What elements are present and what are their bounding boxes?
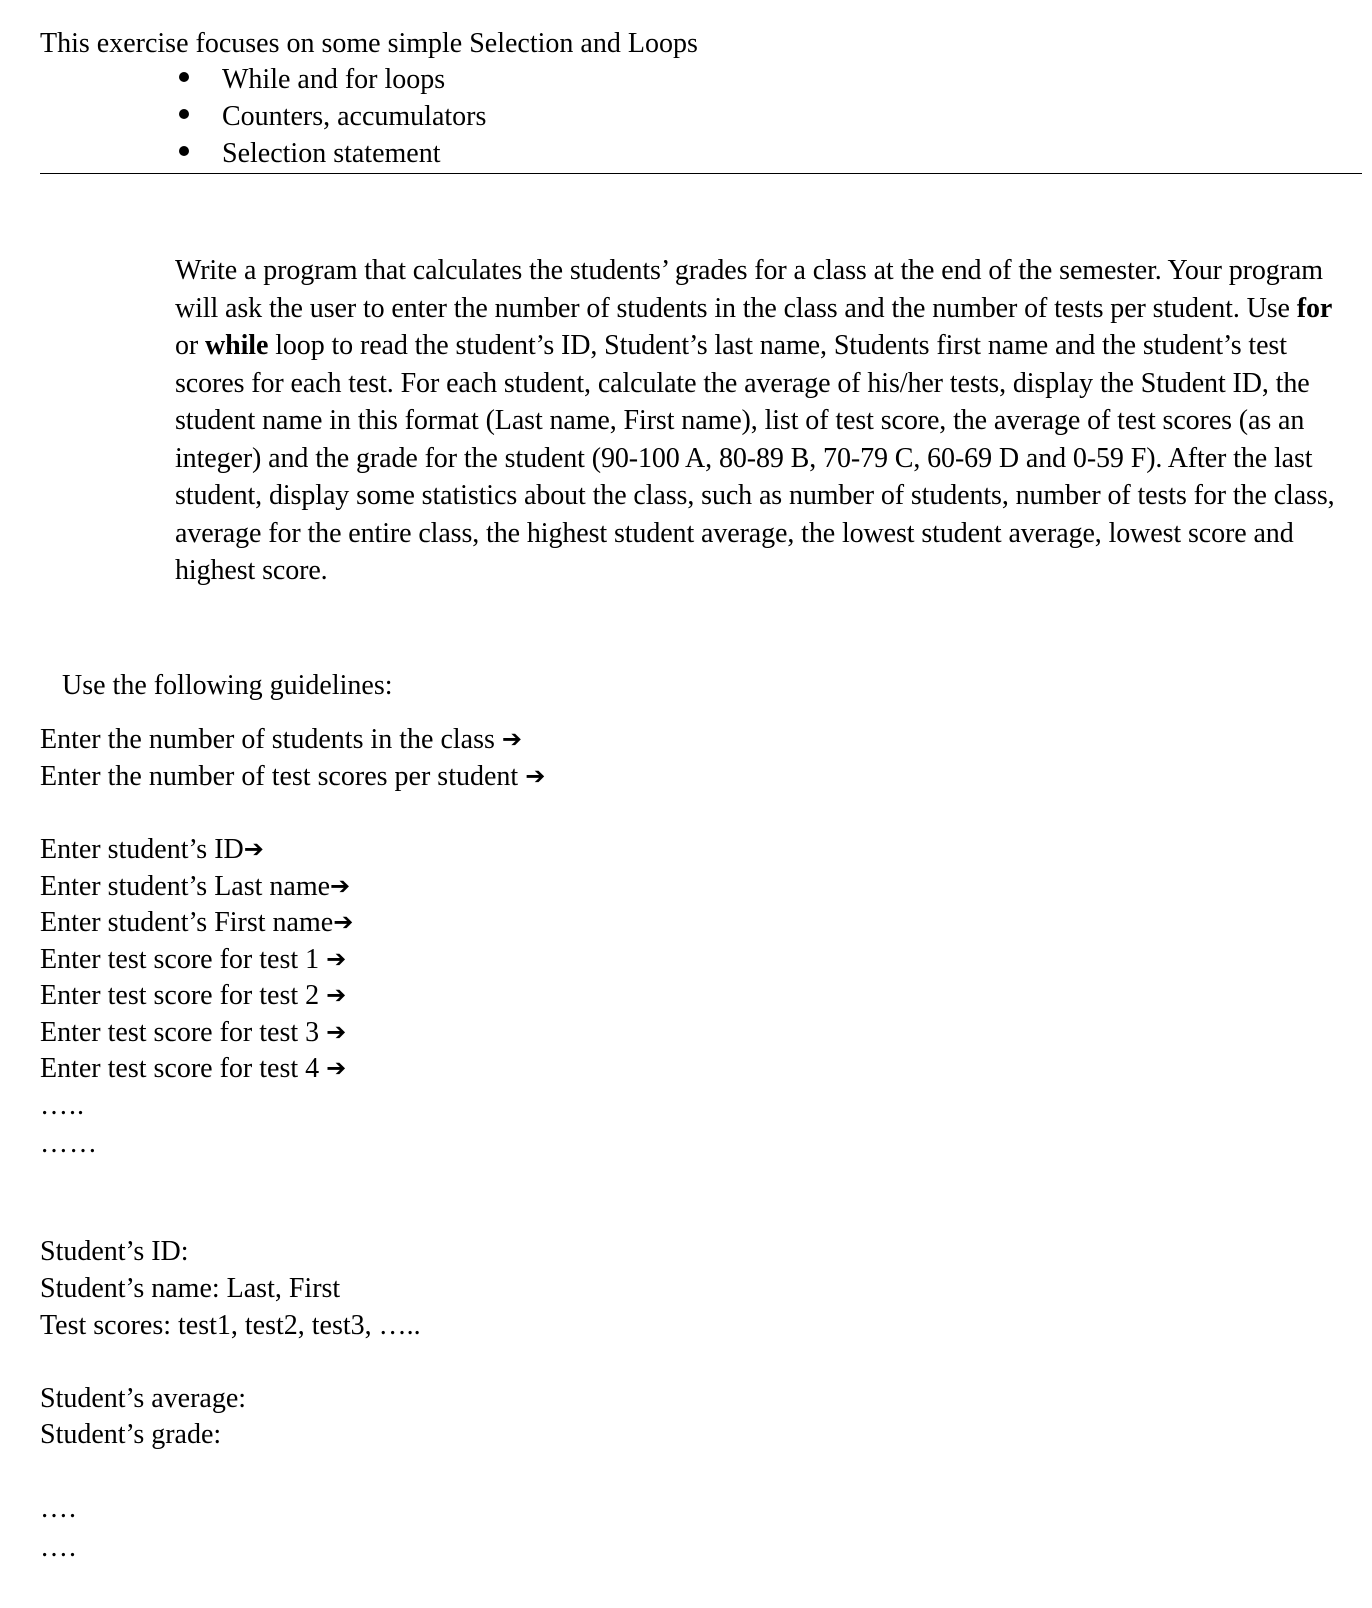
output-student-name: Student’s name: Last, First (40, 1273, 341, 1304)
arrow-right-icon: ➔ (326, 981, 347, 1009)
arrow-right-icon: ➔ (326, 1018, 347, 1046)
prompt-student-id: Enter student’s ID➔ (40, 834, 264, 865)
topic-list (170, 62, 486, 173)
horizontal-divider (40, 173, 1362, 174)
assignment-paragraph: Write a program that calculates the students’ grades for a class at the end of the semester. Your program will ask the user to enter the number of students in the class and the number of tests per student. Use for or while loop to read the student’s ID, Student’s last name, Students first name and the student’s test scores for each test. For each student, calculate the average of his/her tests, display the Student ID, the student name in this format (Last name, First name), list of test score, the average of test scores (as an integer) and the grade for the student (90-100 A, 80-89 B, 70-79 C, 60-69 D and 0-59 F). After the last student, display some statistics about the class, such as number of students, number of tests for the class, average for the entire class, the highest student average, the lowest student average, lowest score and highest score. (175, 255, 1335, 586)
output-student-id: Student’s ID: (40, 1236, 189, 1267)
prompt-test-1: Enter test score for test 1 ➔ (40, 944, 347, 975)
ellipsis: …. (40, 1493, 77, 1524)
ellipsis: …. (40, 1532, 77, 1563)
bullet-icon (179, 146, 189, 156)
prompt-test-2: Enter test score for test 2 ➔ (40, 980, 347, 1011)
arrow-right-icon: ➔ (501, 725, 522, 753)
keyword-for: for (1296, 292, 1333, 324)
prompt-first-name: Enter student’s First name➔ (40, 907, 354, 938)
arrow-right-icon: ➔ (330, 872, 351, 900)
intro-heading: This exercise focuses on some simple Selection and Loops (40, 28, 698, 59)
topic-item: Selection statement (170, 136, 486, 173)
topic-item: While and for loops (170, 62, 486, 99)
guidelines-heading: Use the following guidelines: (62, 670, 393, 701)
output-test-scores: Test scores: test1, test2, test3, ….. (40, 1310, 421, 1341)
bullet-icon (179, 109, 189, 119)
arrow-right-icon: ➔ (326, 1054, 347, 1082)
output-student-grade: Student’s grade: (40, 1419, 222, 1450)
ellipsis: ….. (40, 1090, 85, 1121)
output-student-average: Student’s average: (40, 1383, 247, 1414)
arrow-right-icon: ➔ (525, 762, 546, 790)
arrow-right-icon: ➔ (333, 908, 354, 936)
arrow-right-icon: ➔ (243, 835, 264, 863)
ellipsis: …… (40, 1128, 98, 1159)
keyword-while: while (205, 330, 269, 361)
prompt-test-4: Enter test score for test 4 ➔ (40, 1053, 347, 1084)
prompt-num-students: Enter the number of students in the class ➔ (40, 724, 522, 755)
prompt-last-name: Enter student’s Last name➔ (40, 871, 351, 902)
topic-item: Counters, accumulators (170, 99, 486, 136)
prompt-num-tests: Enter the number of test scores per student ➔ (40, 761, 546, 792)
prompt-test-3: Enter test score for test 3 ➔ (40, 1017, 347, 1048)
bullet-icon (179, 72, 189, 82)
arrow-right-icon: ➔ (326, 945, 347, 973)
